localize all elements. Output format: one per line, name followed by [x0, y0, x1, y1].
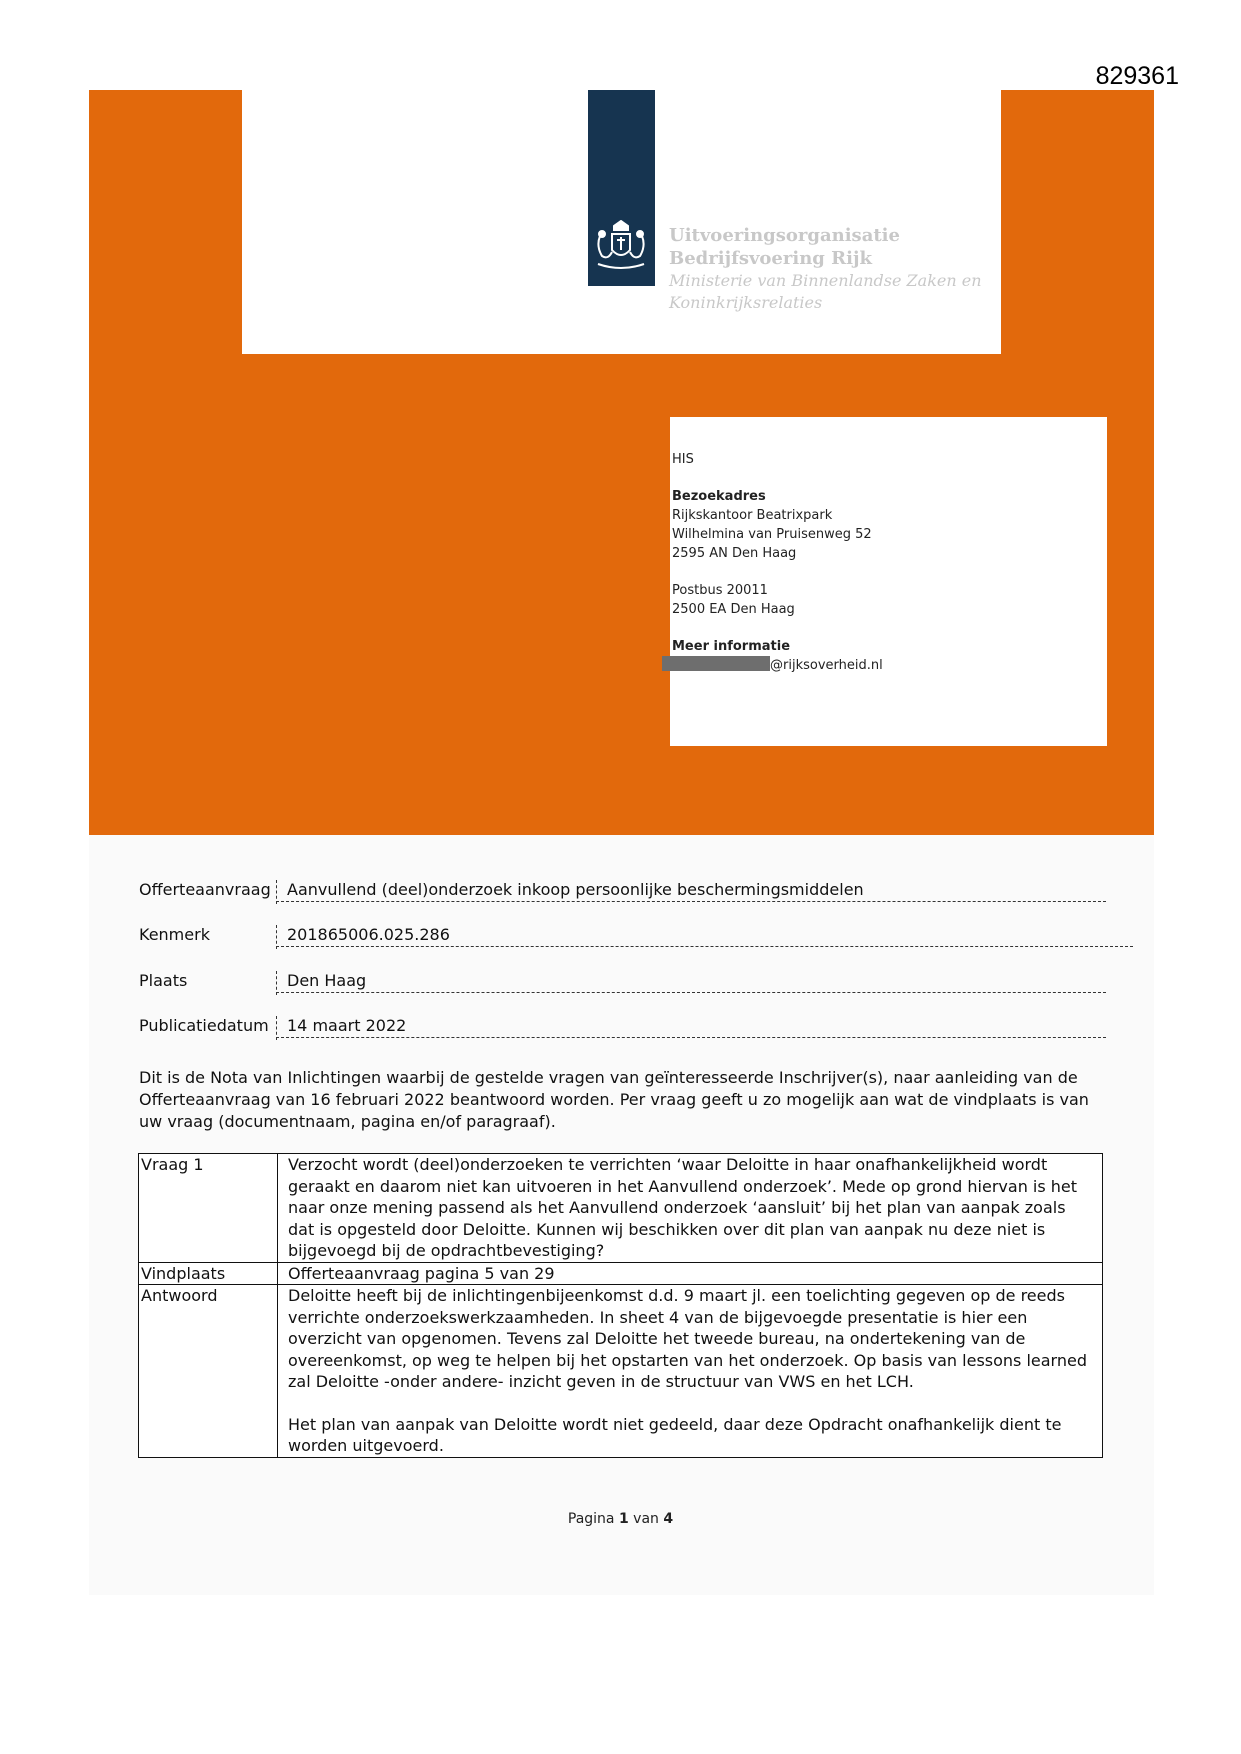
redaction-block: [662, 656, 770, 671]
dotted-underline: [276, 946, 1133, 947]
table-row: [139, 1262, 1103, 1285]
org-line-1: Uitvoeringsorganisatie: [669, 225, 900, 246]
table-row: [139, 1154, 1103, 1263]
meta-label: Publicatiedatum: [139, 1016, 269, 1035]
page-total: 4: [663, 1511, 674, 1527]
meta-value: 14 maart 2022: [276, 1016, 406, 1040]
dotted-underline: [276, 901, 1106, 902]
meta-value: Den Haag: [276, 971, 366, 995]
meta-plaats: [139, 971, 367, 990]
more-info-heading: Meer informatie: [672, 639, 791, 654]
coat-of-arms-icon: [592, 220, 650, 274]
question-label: Vraag 1: [139, 1154, 278, 1263]
table-row: [139, 1285, 1103, 1458]
contact-email: [672, 656, 883, 675]
intro-paragraph: Dit is de Nota van Inlichtingen waarbij de gestelde vragen van geïnteresseerde Inschrijver(s), naar aanleiding van de Offerteaanvraag van 16 februari 2022 beantwoord worden. Per vraag geeft u zo mogelijk aan wat de vindplaats is van uw vraag (documentnaam, pagina en/of paragraaf).: [139, 1068, 1089, 1131]
answer-text: [278, 1285, 1103, 1458]
visit-address-heading: Bezoekadres: [672, 489, 766, 504]
org-line-2: Bedrijfsvoering Rijk: [669, 248, 872, 269]
answer-paragraph: Het plan van aanpak van Deloitte wordt niet gedeeld, daar deze Opdracht onafhankelijk dient te worden uitgevoerd.: [288, 1414, 1062, 1455]
visit-address-line: 2595 AN Den Haag: [672, 546, 797, 561]
location-text: Offerteaanvraag pagina 5 van 29: [278, 1262, 1103, 1285]
email-suffix: @rijksoverheid.nl: [770, 658, 883, 673]
page-current: 1: [618, 1511, 629, 1527]
meta-label: Offerteaanvraag: [139, 880, 271, 899]
page-of-word: van: [633, 1511, 659, 1527]
dotted-underline: [276, 1037, 1106, 1038]
answer-paragraph: Deloitte heeft bij de inlichtingenbijeenkomst d.d. 9 maart jl. een toelichting gegeven op de reeds verrichte onderzoekswerkzaamheden. In sheet 4 van de bijgevoegde presentatie is hier een overzicht van opgenomen. Tevens zal Deloitte het tweede bureau, na ondertekening van de overeenkomst, op weg te helpen bij het opstarten van het onderzoek. Op basis van lessons learned zal Deloitte -onder andere- inzicht geven in de structuur van VWS en het LCH.: [288, 1286, 1087, 1391]
postbus-line: 2500 EA Den Haag: [672, 602, 795, 617]
page-word: Pagina: [567, 1511, 615, 1527]
organisation-name: [669, 224, 982, 314]
page-footer: [0, 1511, 1241, 1527]
document-number: 829361: [1095, 62, 1179, 90]
org-line-3: Ministerie van Binnenlandse Zaken en: [669, 271, 982, 290]
org-line-4: Koninkrijksrelaties: [669, 293, 823, 312]
meta-value: 201865006.025.286: [276, 925, 450, 949]
meta-value: Aanvullend (deel)onderzoek inkoop persoonlijke beschermingsmiddelen: [276, 880, 864, 904]
meta-label: Kenmerk: [139, 925, 210, 944]
unit-name: HIS: [672, 452, 694, 467]
location-label: Vindplaats: [139, 1262, 278, 1285]
question-text: Verzocht wordt (deel)onderzoeken te verrichten ‘waar Deloitte in haar onafhankelijkheid wordt geraakt en daarom niet kan uitvoeren in het Aanvullend onderzoek’. Mede op grond hiervan is het naar onze mening passend als het Aanvullend onderzoek ‘aansluit’ bij het plan van aanpak zoals dat is opgesteld door Deloitte. Kunnen wij beschikken over dit plan van aanpak nu deze niet is bijgevoegd bij de opdrachtbevestiging?: [278, 1154, 1103, 1263]
meta-offerte: [139, 880, 864, 899]
meta-label: Plaats: [139, 971, 188, 990]
question-answer-table: [138, 1153, 1103, 1458]
visit-address-line: Wilhelmina van Pruisenweg 52: [672, 527, 872, 542]
visit-address-line: Rijkskantoor Beatrixpark: [672, 508, 833, 523]
postbus-line: Postbus 20011: [672, 583, 768, 598]
answer-label: Antwoord: [139, 1285, 278, 1458]
address-block: [670, 417, 1107, 746]
meta-kenmerk: [139, 925, 450, 944]
dotted-underline: [276, 992, 1106, 993]
meta-datum: [139, 1016, 407, 1035]
